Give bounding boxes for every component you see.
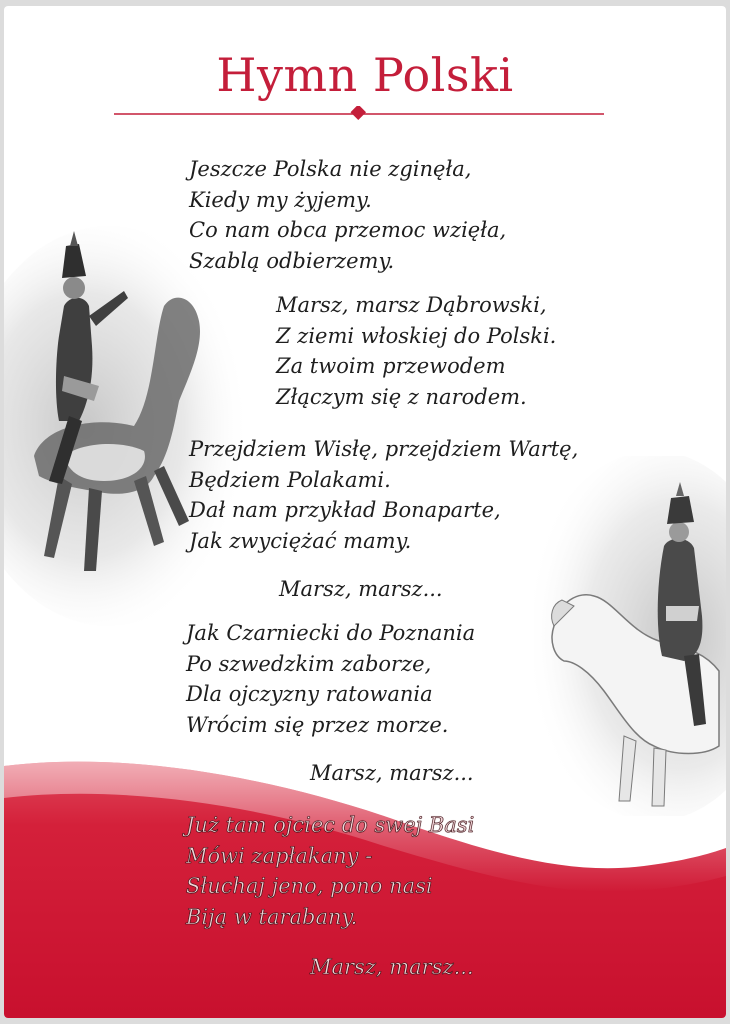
refrain-3 [310,952,474,983]
verse-line: Wrócim się przez morze. [186,712,449,737]
verse-line: Marsz, marsz... [310,761,474,785]
page-title: Hymn Polski [216,48,514,102]
refrain-2 [310,758,474,789]
verse-line: Marsz, marsz... [279,577,443,601]
verse-line: Za twoim przewodem [276,354,506,378]
title-divider [114,106,604,122]
verse-line: Jak Czarniecki do Poznania [186,621,476,645]
anthem-page [4,6,726,1018]
verse-line: Z ziemi włoskiej do Polski. [276,323,557,348]
verse-line: Mówi zapłakany - [186,843,373,868]
verse-line: Kiedy my żyjemy. [189,187,372,212]
verse-line: Dla ojczyzny ratowania [186,682,433,706]
verse-line: Już tam ojciec do swej Basi [186,813,475,837]
dabrowski-rider-illustration [4,226,254,626]
verse-line: Marsz, marsz... [310,955,474,979]
verse-line: Jeszcze Polska nie zginęła, [189,157,472,181]
verse-line: Przejdziem Wisłę, przejdziem Wartę, [189,437,579,461]
stanza-4 [186,810,474,932]
refrain-1 [279,574,443,605]
verse-line: Słuchaj jeno, pono nasi [186,874,433,898]
stanza-1 [189,154,506,276]
verse-line: Będziem Polakami. [189,467,391,492]
stanza-3 [186,618,475,740]
verse-line: Marsz, marsz Dąbrowski, [276,293,547,317]
chorus [276,290,556,412]
verse-line: Jak zwyciężać mamy. [189,528,412,553]
verse-line: Złączym się z narodem. [276,384,527,409]
verse-line: Dał nam przykład Bonaparte, [189,498,501,522]
verse-line: Biją w tarabany. [186,904,358,929]
verse-line: Szablą odbierzemy. [189,248,395,273]
verse-line: Co nam obca przemoc wzięła, [189,218,507,242]
stanza-2 [189,434,578,556]
verse-line: Po szwedzkim zaborze, [186,651,432,676]
